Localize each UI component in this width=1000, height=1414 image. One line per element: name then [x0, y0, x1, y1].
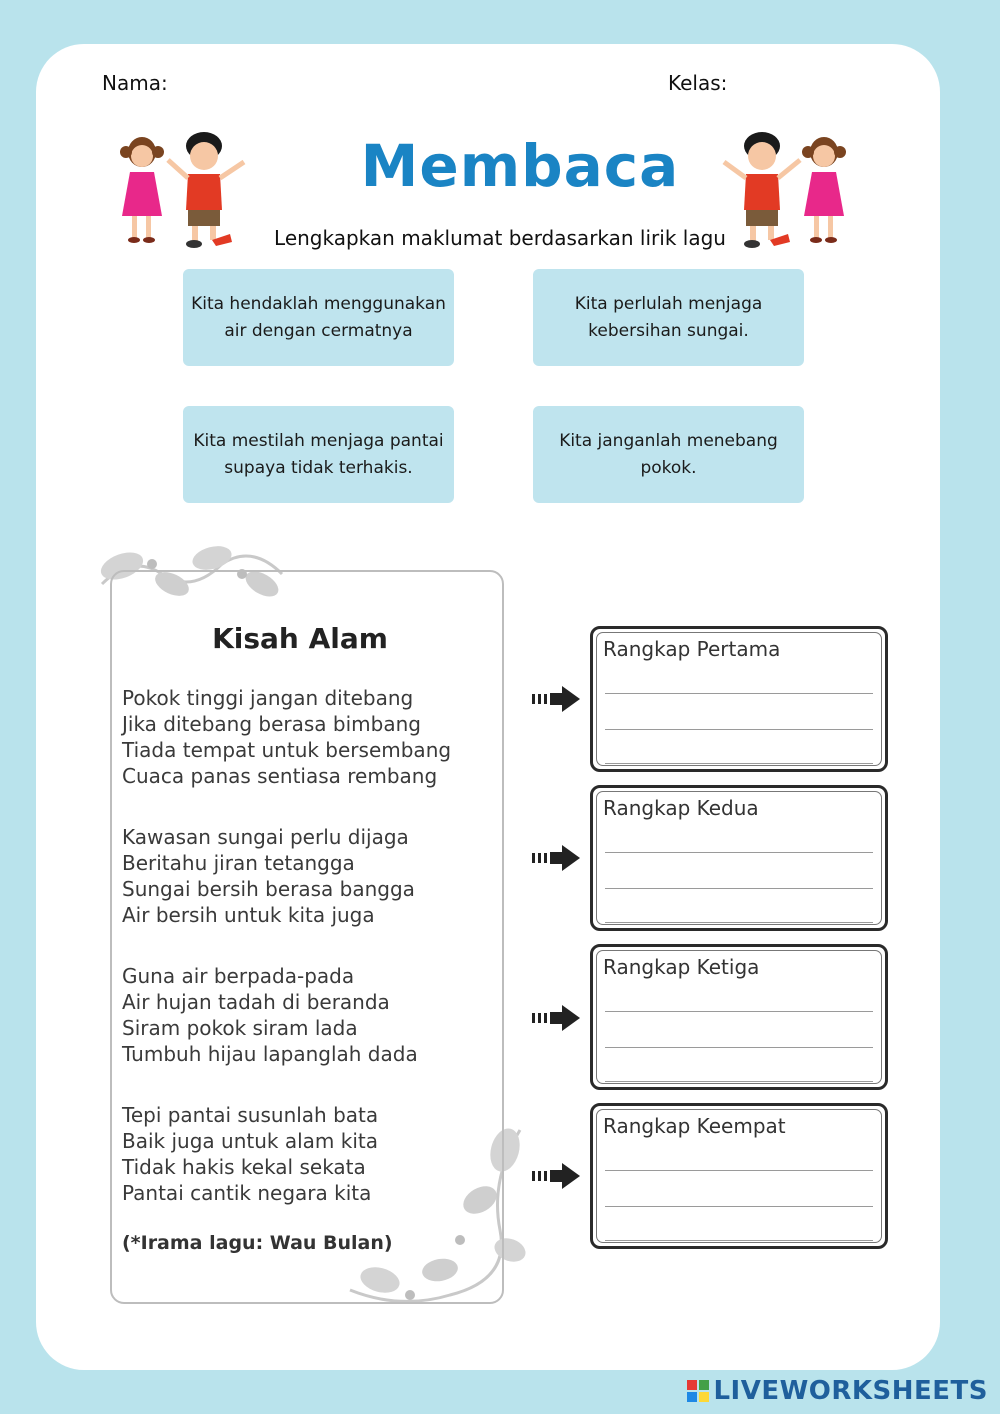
poem-line: Air bersih untuk kita juga: [122, 903, 375, 927]
answer-box-label: Rangkap Keempat: [603, 1114, 786, 1138]
poem-line: Baik juga untuk alam kita: [122, 1129, 378, 1153]
poem-line: Air hujan tadah di beranda: [122, 990, 390, 1014]
answer-card-2[interactable]: Kita perlulah menjaga kebersihan sungai.: [533, 269, 804, 366]
page-title: Membaca: [360, 132, 680, 200]
poem-line: Tidak hakis kekal sekata: [122, 1155, 366, 1179]
answer-box-rangkap-pertama[interactable]: [590, 626, 888, 772]
poem-stanza-3: [122, 963, 418, 1067]
answer-card-4[interactable]: Kita janganlah menebang pokok.: [533, 406, 804, 503]
poem-line: Kawasan sungai perlu dijaga: [122, 825, 409, 849]
poem-stanza-1: [122, 685, 451, 789]
poem-line: Siram pokok siram lada: [122, 1016, 358, 1040]
poem-line: Cuaca panas sentiasa rembang: [122, 764, 438, 788]
poem-note: (*Irama lagu: Wau Bulan): [122, 1232, 393, 1254]
poem-line: Tumbuh hijau lapanglah dada: [122, 1042, 418, 1066]
answer-box-rangkap-keempat[interactable]: [590, 1103, 888, 1249]
poem-line: Pantai cantik negara kita: [122, 1181, 372, 1205]
arrow-right-icon: [530, 684, 582, 714]
poem-line: Pokok tinggi jangan ditebang: [122, 686, 414, 710]
answer-card-3[interactable]: Kita mestilah menjaga pantai supaya tidak terhakis.: [183, 406, 454, 503]
poem-line: Tiada tempat untuk bersembang: [122, 738, 452, 762]
poem-line: Beritahu jiran tetangga: [122, 851, 355, 875]
answer-box-rangkap-kedua[interactable]: [590, 785, 888, 931]
brand-name: LIVEWORKSHEETS: [713, 1376, 988, 1406]
poem-line: Guna air berpada-pada: [122, 964, 355, 988]
answer-box-rangkap-ketiga[interactable]: [590, 944, 888, 1090]
answer-box-label: Rangkap Kedua: [603, 796, 759, 820]
nama-label: Nama:: [102, 71, 168, 95]
poem-stanza-2: [122, 824, 415, 928]
brand-squares-icon: [687, 1380, 709, 1402]
answer-box-label: Rangkap Ketiga: [603, 955, 760, 979]
poem-line: Tepi pantai susunlah bata: [122, 1103, 379, 1127]
instruction-text: Lengkapkan maklumat berdasarkan lirik lagu: [274, 226, 726, 250]
kelas-label: Kelas:: [668, 71, 728, 95]
poem-title: Kisah Alam: [212, 622, 388, 655]
poem-line: Jika ditebang berasa bimbang: [122, 712, 421, 736]
liveworksheets-logo: [687, 1376, 988, 1406]
arrow-right-icon: [530, 1003, 582, 1033]
poem-line: Sungai bersih berasa bangga: [122, 877, 415, 901]
arrow-right-icon: [530, 1161, 582, 1191]
answer-card-1[interactable]: Kita hendaklah menggunakan air dengan cermatnya: [183, 269, 454, 366]
arrow-right-icon: [530, 843, 582, 873]
poem-stanza-4: [122, 1102, 378, 1206]
answer-box-label: Rangkap Pertama: [603, 637, 781, 661]
